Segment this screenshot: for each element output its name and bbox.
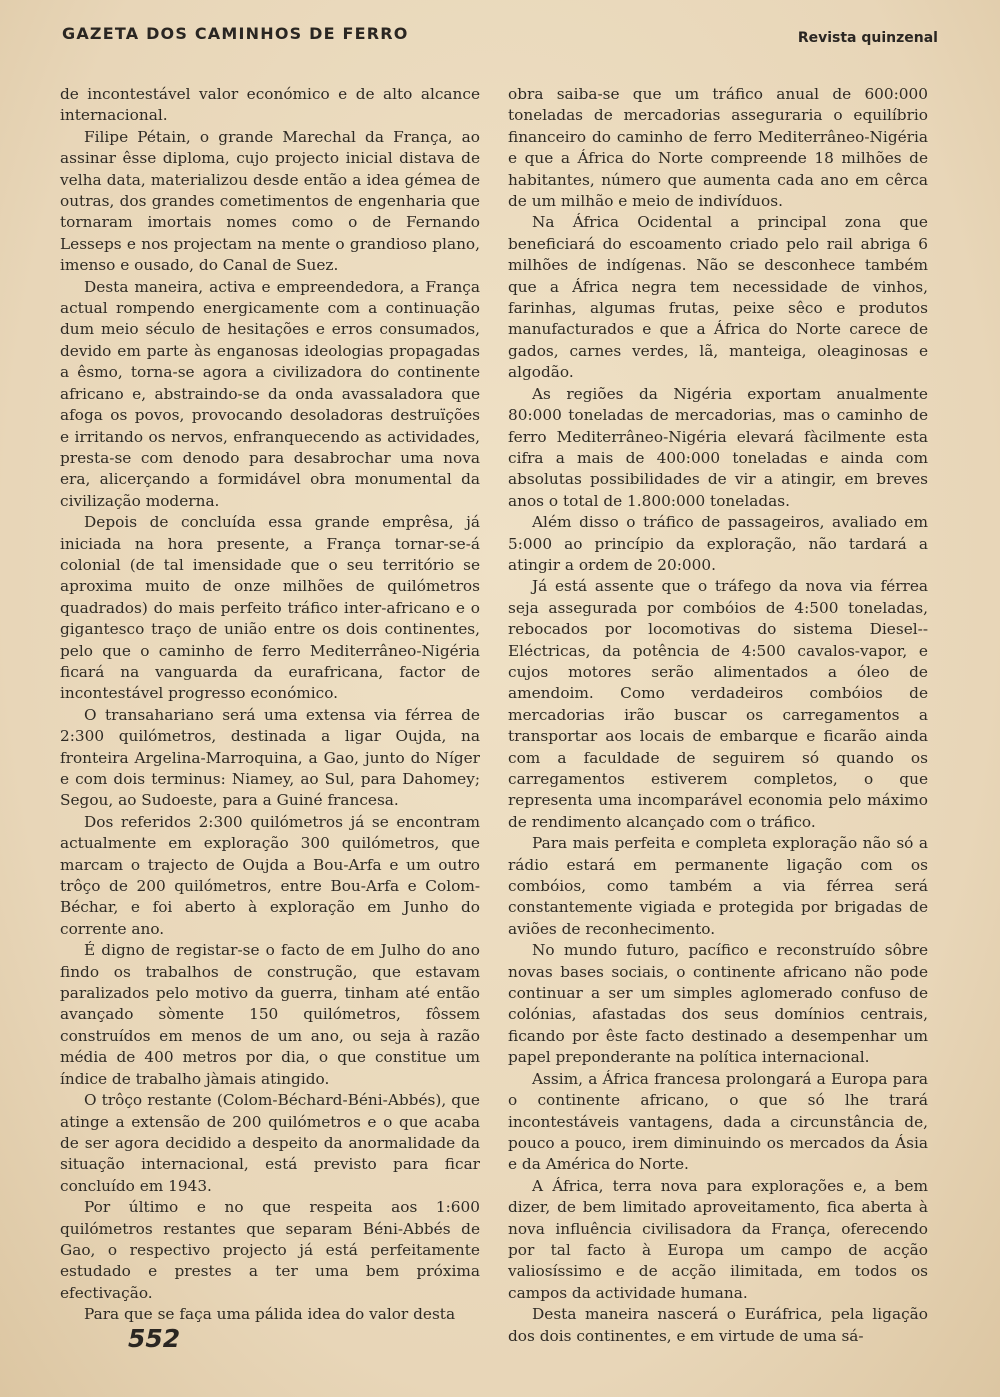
right-column: [508, 84, 928, 1347]
magazine-title: GAZETA DOS CAMINHOS DE FERRO: [62, 24, 409, 43]
paragraph: Depois de concluída essa grande emprêsa, já iniciada na hora presente, a França tornar-se-á colonial (de tal imensidade que o seu território se aproxima muito de onze milhões de quilómetros quadrados) do mais perfeito tráfico inter-africano e o gigantesco traço de união entre os dois continentes, pelo que o caminho de ferro Mediterrâneo-Nigéria ficará na vanguarda da eurafricana, factor de incontestável progresso económico.: [60, 513, 480, 703]
paragraph: Além disso o tráfico de passageiros, avaliado em 5:000 ao princípio da exploração, não tardará a atingir a ordem de 20:000.: [508, 513, 928, 574]
paragraph: Para que se faça uma pálida idea do valor desta: [84, 1305, 456, 1324]
paragraph: As regiões da Nigéria exportam anualmente 80:000 toneladas de mercadorias, mas o caminho de ferro Mediterrâneo-Nigéria elevará fàcilmente esta cifra a mais de 400:000 toneladas e ainda com absolutas possibilidades de vir a atingir, em breves anos o total de 1.800:000 toneladas.: [508, 384, 928, 510]
paragraph: A África, terra nova para explorações e, a bem dizer, de bem limitado aproveitamento, fica aberta à nova influência civilisadora da França, oferecendo por tal facto à Europa um campo de acção valiosíssimo e de acção ilimitada, em todos os campos da actividade humana.: [508, 1176, 928, 1302]
page-number: 552: [128, 1324, 181, 1353]
paragraph: Dos referidos 2:300 quilómetros já se encontram actualmente em exploração 300 quilómetros, que marcam o trajecto de Oujda a Bou-Arfa e um outro trôço de 200 quilómetros, entre Bou-Arfa e Colom-Béchar, e foi aberto à exploração em Junho do corrente ano.: [60, 812, 480, 938]
paragraph: Já está assente que o tráfego da nova via férrea seja assegurada por combóios de 4:500 toneladas, rebocados por locomotivas do sistema Diesel--Eléctricas, da potência de 4:500 cavalos-vapor, e cujos motores serão alimentados a óleo de amendoim. Como verdadeiros combóios de mercadorias irão buscar os carregamentos a transportar aos locais de embarque e ficarão ainda com a faculdade de seguirem só quando os carregamentos estiverem completos, o que representa uma incomparável economia pelo máximo de rendimento alcançado com o tráfico.: [508, 577, 928, 831]
paragraph: de incontestável valor económico e de alto alcance internacional.: [60, 85, 480, 125]
paragraph: Por último e no que respeita aos 1:600 quilómetros restantes que separam Béni-Abbés de Gao, o respectivo projecto já está perfeitamente estudado e prestes a ter uma bem próxima efectivação.: [60, 1198, 480, 1302]
paragraph: Assim, a África francesa prolongará a Europa para o continente africano, o que só lhe trará incontestáveis vantagens, dada a circunstância de, pouco a pouco, irem diminuindo os mercados da Ásia e da América do Norte.: [508, 1069, 928, 1174]
paragraph: No mundo futuro, pacífico e reconstruído sôbre novas bases sociais, o continente africano não pode continuar a ser um simples aglomerado confuso de colónias, afastadas dos seus domínios centrais, ficando por êste facto destinado a desempenhar um papel preponderante na política internacional.: [508, 941, 928, 1067]
paragraph: É digno de registar-se o facto de em Julho do ano findo os trabalhos de construção, que estavam paralizados pelo motivo da guerra, tinham até então avançado sòmente 150 quilómetros, fôssem construídos em menos de um ano, ou seja à razão média de 400 metros por dia, o que constitue um índice de trabalho jàmais atingido.: [60, 941, 480, 1088]
paragraph: O transahariano será uma extensa via férrea de 2:300 quilómetros, destinada a ligar Oujda, na fronteira Argelina-Marroquina, a Gao, junto do Níger e com dois terminus: Niamey, ao Sul, para Dahomey; Segou, ao Sudoeste, para a Guiné francesa.: [60, 705, 480, 810]
paragraph: Filipe Pétain, o grande Marechal da França, ao assinar êsse diploma, cujo projecto inicial distava de velha data, materializou desde então a idea gémea de outras, dos grandes cometimentos de engenharia que tornaram imortais nomes como o de Fernando Lesseps e nos projectam na mente o grandioso plano, imenso e ousado, do Canal de Suez.: [60, 127, 480, 275]
paragraph: Para mais perfeita e completa exploração não só a rádio estará em permanente ligação com os combóios, como também a via férrea será constantemente vigiada e protegida por brigadas de aviões de reconhecimento.: [508, 834, 928, 938]
left-column: [60, 84, 480, 1326]
paragraph: Desta maneira, activa e empreendedora, a França actual rompendo energicamente com a continuação dum meio século de hesitações e erros consumados, devido em parte às enganosas ideologias propagadas a êsmo, torna-se agora a civilizadora do continente africano e, abstraindo-se da onda avassaladora que afoga os povos, provocando desoladoras destruïções e irritando os nervos, enfranquecendo as actividades, presta-se com denodo para desabrochar uma nova era, alicerçando a formidável obra monumental da civilização moderna.: [60, 277, 480, 510]
paragraph: Na África Ocidental a principal zona que beneficiará do escoamento criado pelo rail abriga 6 milhões de indígenas. Não se desconhece também que a África negra tem necessidade de vinhos, farinhas, algumas frutas, peixe sêco e produtos manufacturados e que a África do Norte carece de gados, carnes verdes, lã, manteiga, oleaginosas e algodão.: [508, 213, 928, 382]
paragraph: O trôço restante (Colom-Béchard-Béni-Abbés), que atinge a extensão de 200 quilómetros e o que acaba de ser agora decidido a despeito da anormalidade da situação internacional, está previsto para ficar concluído em 1943.: [60, 1091, 480, 1195]
magazine-subtitle: Revista quinzenal: [797, 30, 938, 46]
paragraph: obra saiba-se que um tráfico anual de 600:000 toneladas de mercadorias asseguraria o equilíbrio financeiro do caminho de ferro Mediterrâneo-Nigéria e que a África do Norte compreende 18 milhões de habitantes, número que aumenta cada ano em cêrca de um milhão e meio de indivíduos.: [508, 85, 928, 211]
paragraph: Desta maneira nascerá o Euráfrica, pela ligação dos dois continentes, e em virtude de uma sá-: [508, 1305, 928, 1345]
